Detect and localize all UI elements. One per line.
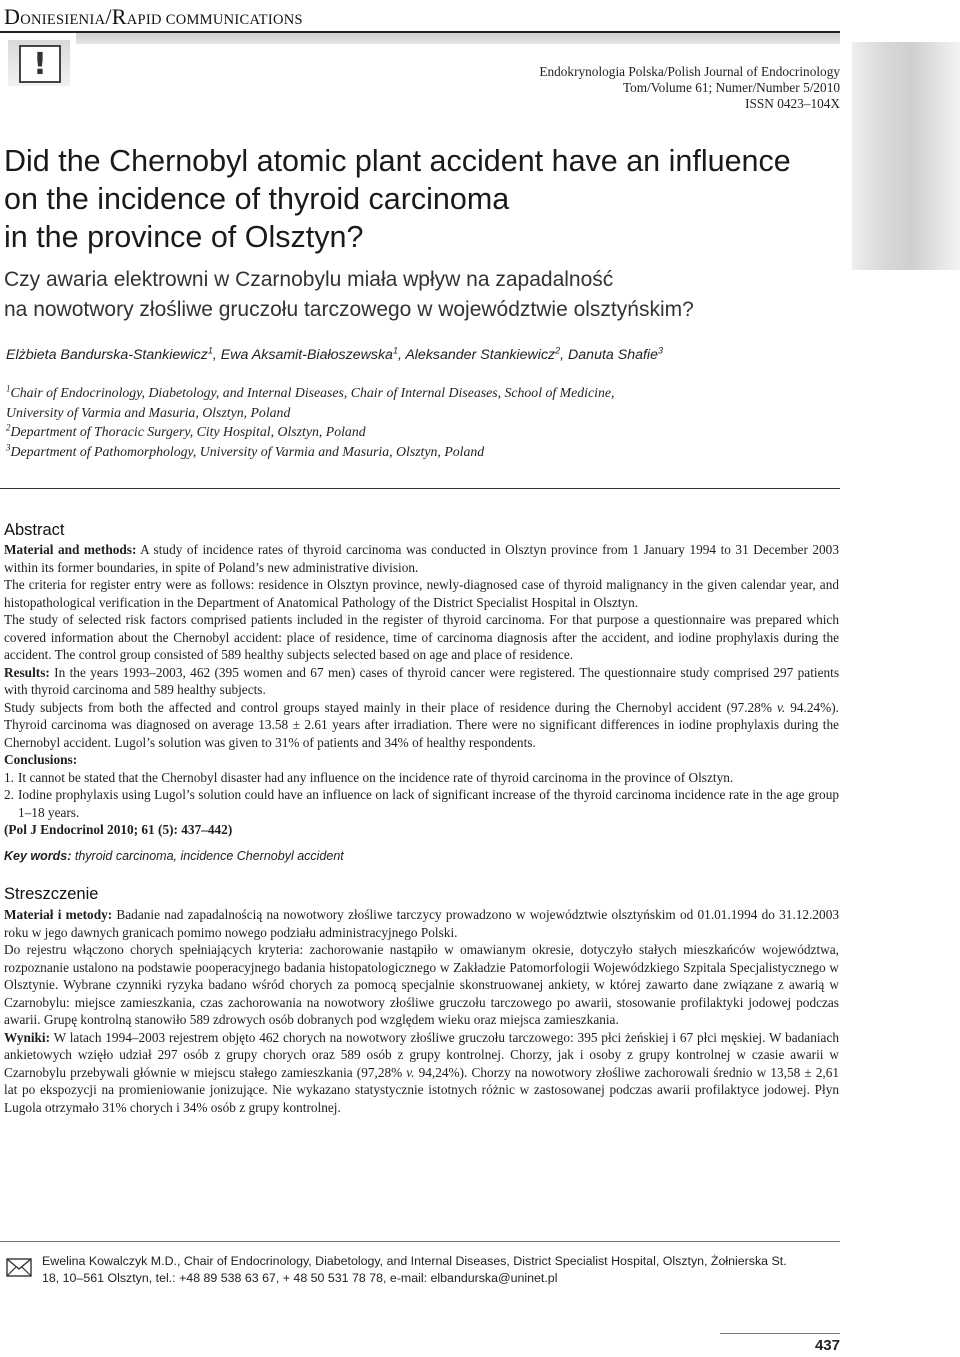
versus-abbrev: v. [776,699,786,715]
author-list [6,347,846,363]
section-label-separator: / [105,4,112,29]
affiliation-line [6,403,836,423]
author-separator: , [212,347,221,363]
keywords-label: Key words: [4,849,72,863]
abstract-paragraph: The criteria for register entry were as follows: residence in Olsztyn province, newly-diagnosed case of thyroid malignancy in the given calendar year, and histopathological verification in the Department of Anatomical Pathology of the District Specialist Hospital in Olsztyn. [4,577,839,610]
author-separator: , [560,347,569,363]
methods-text: A study of incidence rates of thyroid carcinoma was conducted in Olsztyn province from 1 January 1994 to 31 December 2003 within its former boundaries, in spite of Poland’s new administrative division. [4,542,839,575]
paragraph-text: Study subjects from both the affected and control groups stayed mainly in their place of residence during the Chernobyl accident (97.28% [4,699,777,715]
abstract-paragraph [4,699,839,752]
streszczenie-body [4,906,839,1116]
journal-info [539,64,840,112]
conclusion-item [4,769,839,787]
conclusion-text: Iodine prophylaxis using Lugol’s solution could have an influence on lack of significant increase of the thyroid carcinoma incidence rate in the age group 1–18 years. [18,787,839,820]
author-affiliation-mark: 3 [657,345,663,356]
affiliation-mark: 3 [6,441,11,452]
streszczenie-methods [4,906,839,941]
author-name: Danuta Shafie [568,347,658,363]
correspondence-line: 18, 10–561 Olsztyn, tel.: +48 89 538 63 67, + 48 50 531 78 78, e-mail: elbandurska@uninet.pl [42,1271,558,1285]
affiliation-mark: 1 [6,383,11,394]
conclusions-label [4,751,839,769]
affiliation-text: Chair of Endocrinology, Diabetology, and Internal Diseases, Chair of Internal Diseases, School of Medicine, [10,385,615,400]
results-text: In the years 1993–2003, 462 (395 women and 67 men) cases of thyroid cancer were registered. The questionnaire study comprised 297 patients with thyroid carcinoma and 589 healthy subjects. [4,664,839,697]
affiliation-line [6,383,836,403]
author-separator: , [397,347,406,363]
affiliation-text: Department of Thoracic Surgery, City Hospital, Olsztyn, Poland [10,424,366,439]
affiliation-mark: 2 [6,422,11,433]
section-label-part1: ONIESIENIA [20,12,106,28]
article-subtitle-polish: Czy awaria elektrowni w Czarnobylu miała wpływ na zapadalność na nowotwory złośliwe gruczołu tarczowego w województwie olsztyńskim? [4,268,694,321]
page-number: 437 [814,1337,840,1354]
section-label-part2: APID COMMUNICATIONS [126,12,303,28]
journal-volume: Tom/Volume 61; Numer/Number 5/2010 [622,80,840,95]
methods-label: Material and methods: [4,542,137,557]
affiliation-text: Department of Pathomorphology, University of Varmia and Masuria, Olsztyn, Poland [10,443,485,459]
author-name: Ewa Aksamit-Białoszewska [220,347,393,363]
streszczenie-heading: Streszczenie [4,885,99,903]
conclusion-number: 2. [4,787,14,802]
conclusions-label-text: Conclusions: [4,752,78,767]
streszczenie-results [4,1029,839,1117]
results-label: Wyniki: [4,1029,51,1045]
methods-label: Materiał i metody: [4,907,113,922]
keywords-text: thyroid carcinoma, incidence Chernobyl accident [71,849,344,863]
affiliation-line [6,442,836,462]
methods-text: Badanie nad zapadalnością na nowotwory złośliwe tarczycy prowadzono w województwie olsztyńskim od 01.01.1994 do 31.12.2003 roku w jego dawnych granicach pomimo nowego podziału administracyjnego Polski. [4,907,839,940]
author-affiliation-mark: 1 [207,345,213,356]
correspondence-line: Ewelina Kowalczyk M.D., Chair of Endocrinology, Diabetology, and Internal Diseases, District Specialist Hospital, Olsztyn, Żołnierska St. [42,1254,787,1268]
footnote-rule [0,1241,840,1242]
results-text: 94,24%). Chorzy na nowotwory złośliwe zachorowali średnio w 13,58 ± 2,61 lat po ekspozycji na promieniowanie jonizujące. Nie wykazano statystycznie istotnych różnic w zastosowanej podczas awarii profilaktyce jodowej. Płyn Lugola otrzymało 31% chorych i 34% osób z grupy kontrolnej. [4,1064,840,1115]
header-band [76,33,840,44]
keywords [4,849,344,863]
citation [4,821,839,839]
envelope-icon [6,1258,32,1277]
author-affiliation-mark: 1 [392,345,398,356]
results-text: W latach 1994–2003 rejestrem objęto 462 chorych na nowotwory złośliwe gruczołu tarczowego: 395 płci żeńskiej i 67 płci męskiej. W badaniach ankietowych wzięło udział 297 osób z grupy chorych oraz 589 osób z grupy kontrolnej. Chorzy, jak i osoby z grupy kontrolnej w czasie awarii w Czarnobylu przebywali głównie w miejscu stałego zamieszkania (97,28% [4,1029,839,1080]
streszczenie-paragraph: Do rejestru włączono chorych spełniających kryteria: zachorowanie nastąpiło w omawianym okresie, dotyczyło stałych mieszkańców województwa, rozpoznanie ustalono na podstawie pooperacyjnego badania histopatologicznego w Zakładzie Patomorfologii Wojewódzkiego Szpitala Specjalistycznego w Olsztynie. Wybrane czynniki ryzyka badano wśród chorych za pomocą specjalnie skonstruowanej ankiety, w której zawarto dane związane z awarią w Czarnobylu: miejsce zamieszkania, czas zachorowania na nowotwory złośliwe gruczołu tarczowego po awarii, stosowanie profilaktyki jodowej podczas awarii. Grupę kontrolną stanowiło 589 zdrowych osób dobranych pod względem wieku oraz miejsca zamieszkania. [4,942,839,1027]
citation-text: (Pol J Endocrinol 2010; 61 (5): 437–442) [4,822,233,837]
exclamation-icon [19,45,61,83]
abstract-methods [4,541,839,576]
abstract-body [4,541,839,839]
section-divider [0,488,840,489]
journal-issn: ISSN 0423–104X [745,96,840,111]
journal-name: Endokrynologia Polska/Polish Journal of Endocrinology [539,64,840,79]
results-label: Results: [4,664,50,680]
article-title: Did the Chernobyl atomic plant accident have an influence on the incidence of thyroid carcinoma in the province of Olsztyn? [4,144,791,254]
section-label [4,4,303,30]
conclusion-number: 1. [4,769,14,785]
affiliation-line [6,422,836,442]
abstract-results [4,664,839,699]
affiliation-list [6,383,836,461]
conclusion-text: It cannot be stated that the Chernobyl disaster had any influence on the incidence rate of thyroid carcinoma in the province of Olsztyn. [18,769,734,785]
paragraph-text: 94.24%). Thyroid carcinoma was diagnosed on average 13.58 ± 2.61 years after irradiation. There were no significant differences in iodine prophylaxis during the Chernobyl accident. Lugol’s solution was given to 31% of patients and 34% of healthy respondents. [4,699,839,750]
section-label-initial-1: D [4,4,21,29]
exclamation-glyph: ! [33,46,47,82]
affiliation-text: University of Varmia and Masuria, Olsztyn, Poland [6,404,291,420]
author-affiliation-mark: 2 [555,345,561,356]
abstract-paragraph: The study of selected risk factors comprised patients included in the register of thyroid carcinoma. For that purpose a questionnaire was prepared which covered information about the Chernobyl accident: place of residence, time of carcinoma diagnosis after the accident, and iodine prophylaxis during the accident. The control group consisted of 589 healthy subjects selected based on age and place of residence. [4,612,839,662]
footer-rule [720,1333,840,1334]
warning-badge [8,40,70,86]
margin-shading [852,42,960,270]
section-label-initial-2: R [111,4,127,29]
versus-abbrev: v. [406,1064,415,1080]
abstract-heading: Abstract [4,521,65,539]
author-name: Aleksander Stankiewicz [405,347,556,363]
correspondence-address [42,1253,842,1287]
author-name: Elżbieta Bandurska-Stankiewicz [6,347,208,363]
conclusion-item [4,786,839,821]
